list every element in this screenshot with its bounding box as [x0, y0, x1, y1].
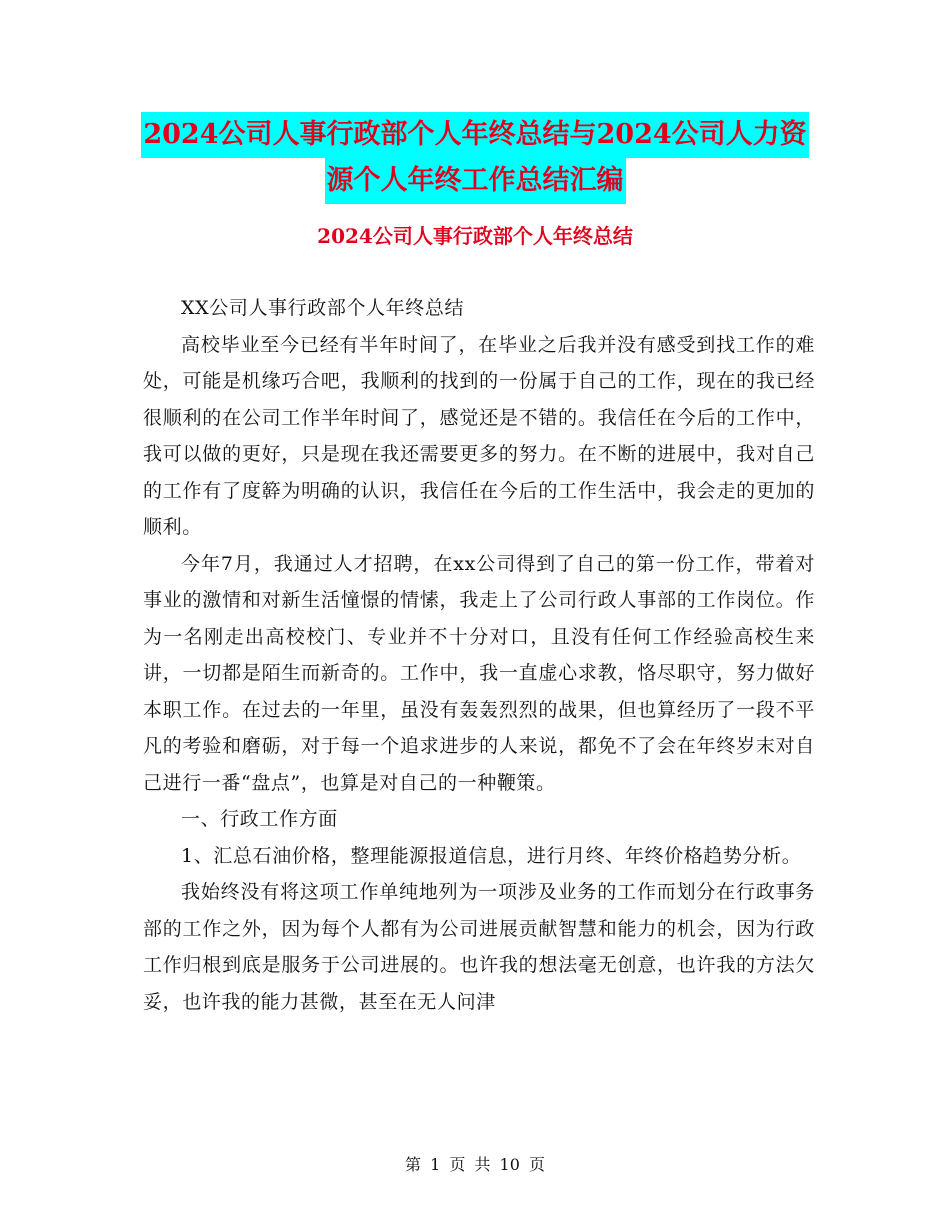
- document-title: [0, 112, 950, 204]
- title-line-2: 源个人年终工作总结汇编: [325, 158, 626, 204]
- title-line-1: 2024公司人事行政部个人年终总结与2024公司人力资: [141, 112, 808, 158]
- body-text: [143, 290, 815, 1020]
- paragraph: 高校毕业至今已经有半年时间了，在毕业之后我并没有感受到找工作的难处，可能是机缘巧合吧，我顺利的找到的一份属于自己的工作，现在的我已经很顺利的在公司工作半年时间了，感觉还是不错的。我信任在今后的工作中，我可以做的更好，只是现在我还需要更多的努力。在不断的进展中，我对自己的工作有了度簳为明确的认识，我信任在今后的工作生活中，我会走的更加的顺利。: [143, 333, 815, 538]
- section-heading: 2024公司人事行政部个人年终总结: [317, 224, 633, 248]
- paragraph: 一、行政工作方面: [181, 808, 338, 830]
- paragraph: XX公司人事行政部个人年终总结: [181, 297, 465, 319]
- page-footer: 第 1 页 共 10 页: [405, 1155, 545, 1174]
- paragraph: 1、汇总石油价格，整理能源报道信息，进行月终、年终价格趋势分析。: [181, 844, 802, 867]
- paragraph: 我始终没有将这项工作单纯地列为一项涉及业务的工作而划分在行政事务部的工作之外，因为每个人都有为公司进展贡献智慧和能力的机会，因为行政工作归根到底是服务于公司进展的。也许我的想法毫无创意，也许我的方法欠妥，也许我的能力甚微，甚至在无人问津: [143, 881, 815, 1013]
- paragraph: 今年7月，我通过人才招聘，在xx公司得到了自己的第一份工作，带着对事业的激情和对新生活憧憬的情愫，我走上了公司行政人事部的工作岗位。作为一名刚走出高校校门、专业并不十分对口，且没有任何工作经验高校生来讲，一切都是陌生而新奇的。工作中，我一直虚心求教，恪尽职守，努力做好本职工作。在过去的一年里，虽没有轰轰烈烈的战果，但也算经历了一段不平凡的考验和磨砺，对于每一个追求进步的人来说，都免不了会在年终岁末对自己进行一番“盘点”，也算是对自己的一种鞭策。: [143, 552, 815, 794]
